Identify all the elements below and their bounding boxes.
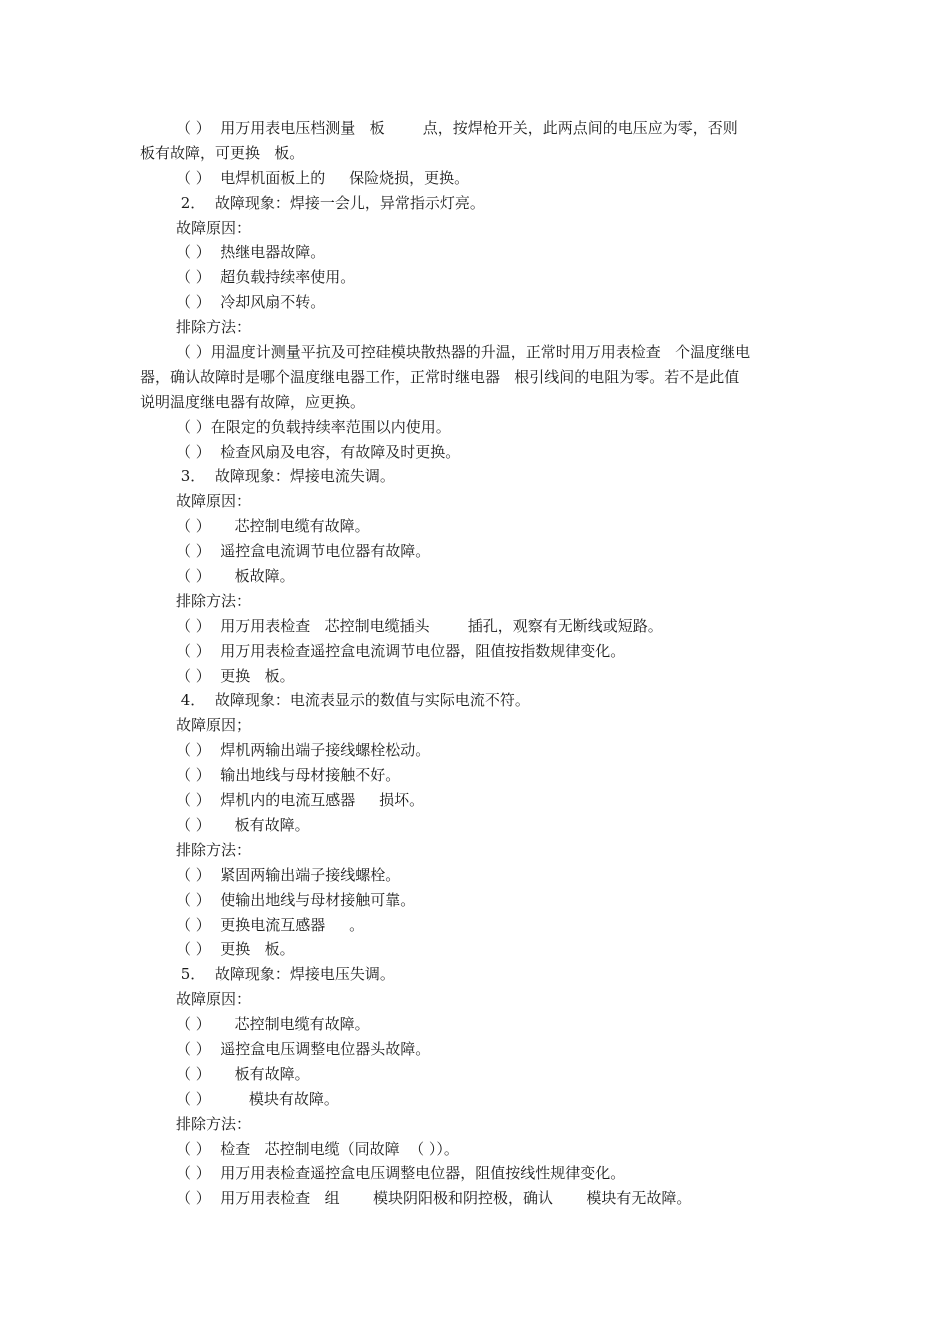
text-line: （ ） 板故障。 — [176, 567, 295, 586]
text-line: （ ） 检查 芯控制电缆（同故障 （ ））。 — [176, 1139, 459, 1158]
text-line: （ ） 遥控盒电流调节电位器有故障。 — [176, 542, 431, 561]
text-line: 3． 故障现象：焊接电流失调。 — [176, 467, 395, 486]
text-line: （ ） 用万用表电压档测量 板 点，按焊枪开关，此两点间的电压应为零，否则 — [176, 119, 738, 137]
text-line: （ ） 芯控制电缆有故障。 — [176, 1015, 370, 1034]
text-line: （ ）在限定的负载持续率范围以内使用。 — [176, 417, 451, 436]
text-line: （ ） 用万用表检查遥控盒电流调节电位器，阻值按指数规律变化。 — [176, 641, 626, 660]
text-line: 排除方法： — [176, 318, 252, 337]
text-line: 故障原因： — [176, 492, 252, 511]
text-line: （ ） 用万用表检查遥控盒电压调整电位器，阻值按线性规律变化。 — [176, 1164, 626, 1183]
text-line: （ ） 板有故障。 — [176, 815, 310, 834]
text-line: （ ） 更换 板。 — [176, 940, 295, 959]
text-line: 5． 故障现象：焊接电压失调。 — [176, 965, 395, 984]
text-line: （ ） 超负载持续率使用。 — [176, 268, 356, 287]
text-line: （ ） 芯控制电缆有故障。 — [176, 517, 370, 536]
text-line: 说明温度继电器有故障，应更换。 — [140, 392, 366, 411]
text-line: （ ） 焊机两输出端子接线螺栓松动。 — [176, 741, 431, 760]
text-line: （ ） 热继电器故障。 — [176, 243, 326, 262]
text-line: （ ） 使输出地线与母材接触可靠。 — [176, 890, 416, 909]
text-line: （ ） 焊机内的电流互感器 损坏。 — [176, 791, 425, 810]
text-line: 板有故障，可更换 板。 — [140, 143, 305, 162]
text-line: （ ） 用万用表检查 组 模块阴阳极和阴控极，确认 模块有无故障。 — [176, 1189, 692, 1208]
text-line: 故障原因： — [176, 218, 252, 237]
text-line: （ ） 更换 板。 — [176, 666, 295, 685]
document-body — [140, 116, 812, 1211]
text-line: （ ）用温度计测量平抗及可控硅模块散热器的升温，正常时用万用表检查 个温度继电 — [176, 343, 751, 362]
text-line: （ ） 输出地线与母材接触不好。 — [176, 766, 401, 785]
text-line: （ ） 紧固两输出端子接线螺栓。 — [176, 865, 401, 884]
text-line: （ ） 检查风扇及电容，有故障及时更换。 — [176, 442, 461, 461]
text-line: 故障原因； — [176, 716, 252, 735]
text-line: （ ） 板有故障。 — [176, 1064, 310, 1083]
text-line: （ ） 电焊机面板上的 保险烧损，更换。 — [176, 168, 470, 187]
text-line: 排除方法： — [176, 591, 252, 610]
text-line: （ ） 用万用表检查 芯控制电缆插头 插孔，观察有无断线或短路。 — [176, 616, 663, 635]
text-line: 器，确认故障时是哪个温度继电器工作，正常时继电器 根引线间的电阻为零。若不是此值 — [140, 367, 740, 386]
text-line: （ ） 冷却风扇不转。 — [176, 293, 326, 312]
text-line: 故障原因： — [176, 990, 252, 1009]
text-line: （ ） 模块有故障。 — [176, 1089, 339, 1108]
text-line: （ ） 遥控盒电压调整电位器头故障。 — [176, 1039, 431, 1058]
text-line: 4． 故障现象：电流表显示的数值与实际电流不符。 — [176, 691, 530, 710]
text-line: 排除方法： — [176, 1114, 252, 1133]
text-line: （ ） 更换电流互感器 。 — [176, 915, 365, 934]
text-line: 2． 故障现象：焊接一会儿，异常指示灯亮。 — [176, 193, 485, 212]
text-line: 排除方法： — [176, 840, 252, 859]
